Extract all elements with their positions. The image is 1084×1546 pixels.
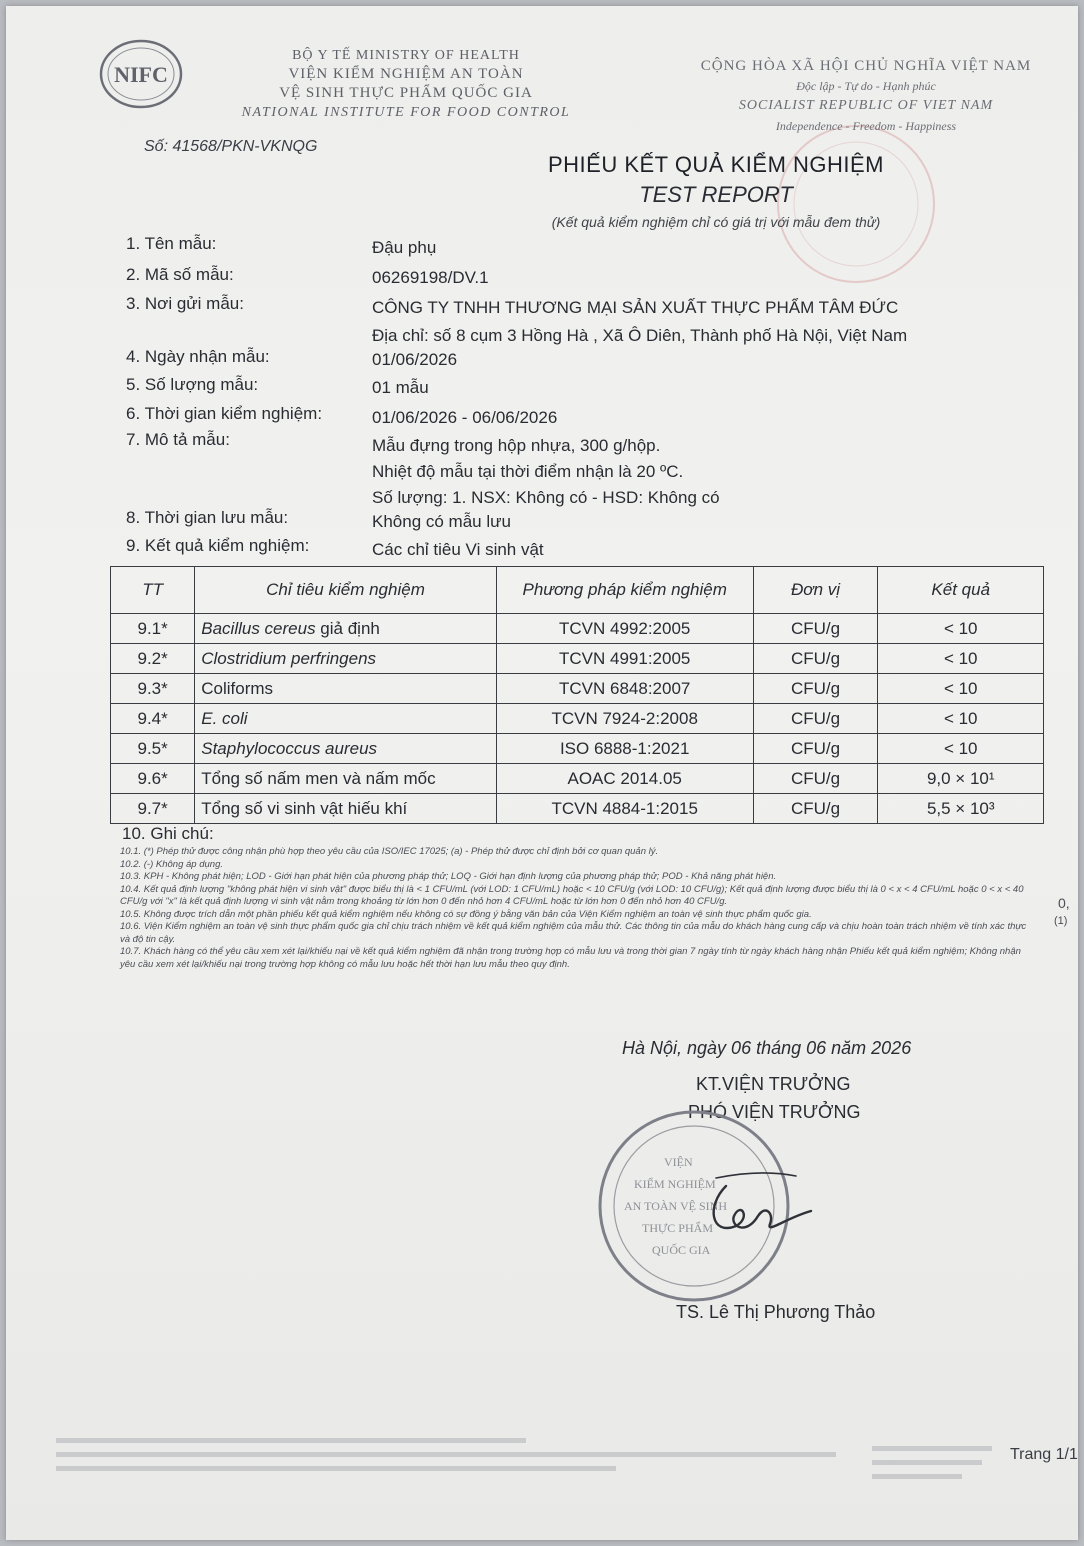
table-row [111,764,1044,794]
header-unit: Đơn vị [753,567,878,614]
cell-unit: CFU/g [753,704,878,734]
info-label: 6. Thời gian kiểm nghiệm: [126,404,323,423]
svg-text:(1): (1) [1054,915,1068,927]
footer-addresses-icon [56,1434,856,1482]
note-item: 10.5. Không được trích dẫn một phần phiếu kết quả kiểm nghiệm nếu không có sự đồng ý bằng văn bản của Viện Kiểm nghiệm an toàn vệ sinh thực phẩm quốc gia. [120,908,812,920]
note-item: 10.3. KPH - Không phát hiện; LOD - Giới hạn phát hiện của phương pháp thử; LOQ - Giới hạn định lượng của phương pháp thử; POD - Khả năng phát hiện. [120,871,777,882]
cell-unit: CFU/g [753,674,878,704]
cell-tt: 9.6* [111,764,195,794]
national-header [666,56,1066,136]
table-row [111,614,1044,644]
title-note: (Kết quả kiểm nghiệm chỉ có giá trị với mẫu đem thử) [551,214,881,230]
cell-tt: 9.4* [111,704,195,734]
signer-title-1: KT.VIỆN TRƯỞNG [696,1074,851,1094]
info-value: 06269198/DV.1 [372,268,489,287]
cell-result: < 10 [878,614,1044,644]
footer-contacts-icon [872,1442,1002,1490]
info-value: 01/06/2026 - 06/06/2026 [372,408,558,427]
info-value: Số lượng: 1. NSX: Không có - HSD: Không có [372,488,720,507]
criteria-suffix: Tổng số nấm men và nấm mốc [201,768,436,788]
cell-criteria [195,794,497,824]
cell-tt: 9.7* [111,794,195,824]
note-item: 10.2. (-) Không áp dụng. [120,858,223,870]
table-row [111,794,1044,824]
cell-tt: 9.1* [111,614,195,644]
info-label: 2. Mã số mẫu: [126,265,234,284]
title-en: TEST REPORT [639,182,793,207]
organism-name: Clostridium perfringens [201,648,377,668]
table-row [111,704,1044,734]
note-item: 10.1. (*) Phép thử được công nhận phù hợp theo yêu cầu của ISO/IEC 17025; (a) - Phép thử được chỉ định bởi cơ quan quản lý. [120,846,659,857]
info-value: Đậu phụ [372,238,437,257]
report-title [436,152,996,230]
institute-header [206,46,606,122]
info-label: 8. Thời gian lưu mẫu: [126,508,289,527]
info-label: 9. Kết quả kiểm nghiệm: [126,536,310,555]
note-item: 10.6. Viện Kiểm nghiệm an toàn vệ sinh thực phẩm quốc gia chỉ chịu trách nhiệm về kết quả kiểm nghiệm của mẫu thử. Các thông tin của mẫu do khách hàng cung cấp và chịu hoàn toàn trách nhiệm về tính xác thực và độ tin cậy. [120,921,1027,945]
info-value: Nhiệt độ mẫu tại thời điểm nhận là 20 ºC. [372,462,684,481]
cell-result: < 10 [878,704,1044,734]
cell-unit: CFU/g [753,794,878,824]
cell-criteria [195,644,497,674]
cell-result: 9,0 × 10¹ [878,764,1044,794]
cell-criteria [195,734,497,764]
table-row [111,644,1044,674]
ministry-line: BỘ Y TẾ MINISTRY OF HEALTH [292,48,520,63]
info-label: 5. Số lượng mẫu: [126,375,259,394]
notes-block [120,846,1030,971]
info-value: Mẫu đựng trong hộp nhựa, 300 g/hộp. [372,436,661,455]
criteria-suffix: Tổng số vi sinh vật hiếu khí [201,798,408,818]
organism-name: E. coli [201,708,248,728]
cell-unit: CFU/g [753,644,878,674]
criteria-suffix: Coliforms [201,678,274,698]
cell-criteria [195,674,497,704]
info-value: 01/06/2026 [372,350,458,369]
info-label: 7. Mô tả mẫu: [126,430,230,449]
notes-heading: 10. Ghi chú: [122,824,214,843]
cell-tt: 9.5* [111,734,195,764]
svg-text:KIỂM NGHIỆM: KIỂM NGHIỆM [634,1177,716,1191]
title-vi: PHIẾU KẾT QUẢ KIỂM NGHIỆM [547,152,885,177]
country-name-en: SOCIALIST REPUBLIC OF VIET NAM [738,98,994,113]
info-label: 3. Nơi gửi mẫu: [126,294,244,313]
svg-text:NIFC: NIFC [114,62,168,87]
cell-tt: 9.2* [111,644,195,674]
cell-criteria [195,704,497,734]
header-result: Kết quả [878,567,1044,614]
results-table [110,566,1044,824]
country-name-vi: CỘNG HÒA XÃ HỘI CHỦ NGHĨA VIỆT NAM [700,58,1032,74]
institute-name-en: NATIONAL INSTITUTE FOR FOOD CONTROL [241,105,571,120]
signer-name: TS. Lê Thị Phương Thảo [676,1302,876,1322]
table-row [111,674,1044,704]
cell-tt: 9.3* [111,674,195,704]
header-tt: TT [111,567,195,614]
info-label: 4. Ngày nhận mẫu: [126,347,270,366]
note-item: 10.4. Kết quả định lượng "không phát hiện vi sinh vật" được biểu thị là < 1 CFU/mL (với LOD: 1 CFU/mL) hoặc < 10 CFU/g (với LOD: 10 CFU/g); Kết quả định lượng được biểu thị là 0 < x < 4 CFU/mL hoặc 0 < x < 40 CFU/g với "x" là kết quả định lượng vi sinh vật nằm trong khoảng từ lớn hơn 0 đến nhỏ hơn 4 CFU/mL hoặc từ lớn hơn 0 đến nhỏ hơn 40 CFU/g. [120,883,1024,907]
signing-date: Hà Nội, ngày 06 tháng 06 năm 2026 [622,1038,912,1058]
signature-icon [696,1156,816,1246]
motto-en: Independence - Freedom - Happiness [775,119,957,133]
cell-result: < 10 [878,644,1044,674]
cell-method: TCVN 7924-2:2008 [496,704,753,734]
document-page [6,6,1078,1540]
table-header-row [111,567,1044,614]
document-number: Số: 41568/PKN-VKNQG [144,138,318,155]
cell-method: TCVN 6848:2007 [496,674,753,704]
institute-name-line2: VỆ SINH THỰC PHẨM QUỐC GIA [279,85,533,101]
cell-method: TCVN 4991:2005 [496,644,753,674]
header-criteria: Chỉ tiêu kiểm nghiệm [195,567,497,614]
cell-method: TCVN 4992:2005 [496,614,753,644]
info-value: CÔNG TY TNHH THƯƠNG MẠI SẢN XUẤT THỰC PHẨM TÂM ĐỨC [372,298,899,317]
svg-text:QUỐC GIA: QUỐC GIA [652,1243,711,1257]
cell-criteria [195,614,497,644]
cell-result: 5,5 × 10³ [878,794,1044,824]
organism-name: Bacillus cereus [201,618,316,638]
svg-text:AN TOÀN VỆ SINH: AN TOÀN VỆ SINH [624,1199,728,1213]
header-method: Phương pháp kiểm nghiệm [496,567,753,614]
cell-criteria [195,764,497,794]
table-row [111,734,1044,764]
organism-name: Staphylococcus aureus [201,738,378,758]
cell-result: < 10 [878,674,1044,704]
note-item: 10.7. Khách hàng có thể yêu cầu xem xét lại/khiếu nại về kết quả kiểm nghiệm đã nhận trong trường hợp có mẫu lưu và trong thời gian 7 ngày tính từ ngày khách hàng nhận Phiếu kết quả kiểm nghiệm; Không nhận yêu cầu xem xét lại/khiếu nại trong trường hợp không có mẫu lưu hoặc hết thời hạn lưu mẫu theo quy định. [120,946,1021,970]
cell-method: TCVN 4884-1:2015 [496,794,753,824]
info-label: 1. Tên mẫu: [126,234,217,253]
cell-result: < 10 [878,734,1044,764]
cell-method: ISO 6888-1:2021 [496,734,753,764]
side-stamp-icon [1050,892,1078,931]
page-number: Trang 1/1 [1010,1446,1078,1463]
cell-method: AOAC 2014.05 [496,764,753,794]
svg-text:VIỆN: VIỆN [664,1155,693,1169]
institute-name-line1: VIỆN KIỂM NGHIỆM AN TOÀN [288,66,524,82]
criteria-suffix: giả định [315,618,380,638]
signer-title-2: PHÓ VIỆN TRƯỞNG [688,1102,861,1122]
info-value: Các chỉ tiêu Vi sinh vật [372,540,544,559]
cell-unit: CFU/g [753,734,878,764]
info-value: Địa chỉ: số 8 cụm 3 Hồng Hà , Xã Ô Diên, Thành phố Hà Nội, Việt Nam [372,326,908,345]
motto-vi: Độc lập - Tự do - Hạnh phúc [796,79,936,93]
cell-unit: CFU/g [753,764,878,794]
info-value: Không có mẫu lưu [372,512,511,531]
nifc-logo-icon [98,38,184,110]
info-value: 01 mẫu [372,378,429,397]
cell-unit: CFU/g [753,614,878,644]
svg-text:THỰC PHẨM: THỰC PHẨM [642,1221,713,1235]
svg-text:0,: 0, [1058,895,1070,911]
